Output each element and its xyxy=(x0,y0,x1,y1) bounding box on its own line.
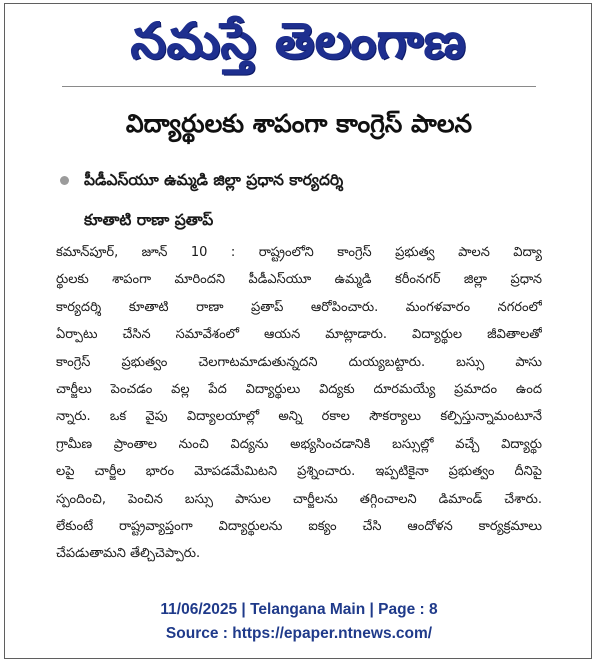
body-line: లపై చార్జీల భారం మోపడమేమిటని ప్రశ్నించారు. ఇప్పటికైనా ప్రభుత్వం దీనిపై xyxy=(56,464,542,480)
body-line: కాంగ్రెస్ ప్రభుత్వం చెలగాటమాడుతున్నదని దుయ్యబట్టారు. బస్సు పాసు xyxy=(56,354,542,370)
bullet-icon xyxy=(60,176,69,185)
article-body xyxy=(56,239,542,568)
body-line: చార్జీలు పెంచడం వల్ల పేద విద్యార్థులు విద్యకు దూరమయ్యే ప్రమాదం ఉంద xyxy=(56,382,542,398)
body-line: ఏర్పాటు చేసిన సమావేశంలో ఆయన మాట్లాడారు. విద్యార్థుల జీవితాలతో xyxy=(56,327,542,343)
subhead-line: పీడీఎస్‌యూ ఉమ్మడి జిల్లా ప్రధాన కార్యదర్శి xyxy=(84,171,344,189)
body-line: కమాన్‌పూర్, జూన్ 10 : రాష్ట్రంలోని కాంగ్రెస్ ప్రభుత్వ పాలన విద్యా xyxy=(56,245,542,260)
body-line: కార్యదర్శి కూతాటి రాణా ప్రతాప్ ఆరోపించారు. మంగళవారం నగరంలో xyxy=(56,299,542,315)
footer-date-edition: 11/06/2025 | Telangana Main | Page : 8 xyxy=(160,601,438,618)
body-line: న్నారు. ఒక వైపు విద్యాలయాల్లో అన్ని రకాల సౌకర్యాలు కల్పిస్తున్నామంటూనే xyxy=(56,409,542,425)
article-headline: విద్యార్థులకు శాపంగా కాంగ్రెస్ పాలన xyxy=(125,109,473,138)
subhead-line: కూతాటి రాణా ప్రతాప్ xyxy=(84,211,214,229)
body-line: స్పందించి, పెంచిన బస్సు పాసుల చార్జీలను తగ్గించాలని డిమాండ్ చేశారు. xyxy=(56,491,542,507)
masthead-divider xyxy=(62,86,536,87)
newspaper-masthead: నమస్తే తెలంగాణ xyxy=(131,12,467,70)
body-line: గ్రామీణ ప్రాంతాల నుంచి విద్యను అభ్యసించడానికి బస్సుల్లో వచ్చే విద్యార్థు xyxy=(56,436,542,452)
body-line: చేపడుతామని తేల్చిచెప్పారు. xyxy=(56,546,201,562)
article-subhead xyxy=(58,160,478,240)
body-line: ర్థులకు శాపంగా మారిందని పీడీఎస్‌యూ ఉమ్మడి కరీంనగర్ జిల్లా ప్రధాన xyxy=(56,272,542,288)
body-line: లేకుంటే రాష్ట్రవ్యాప్తంగా విద్యార్థులను ఐక్యం చేసి ఆందోళన కార్యక్రమాలు xyxy=(56,519,542,535)
footer-source: Source : https://epaper.ntnews.com/ xyxy=(165,625,433,642)
